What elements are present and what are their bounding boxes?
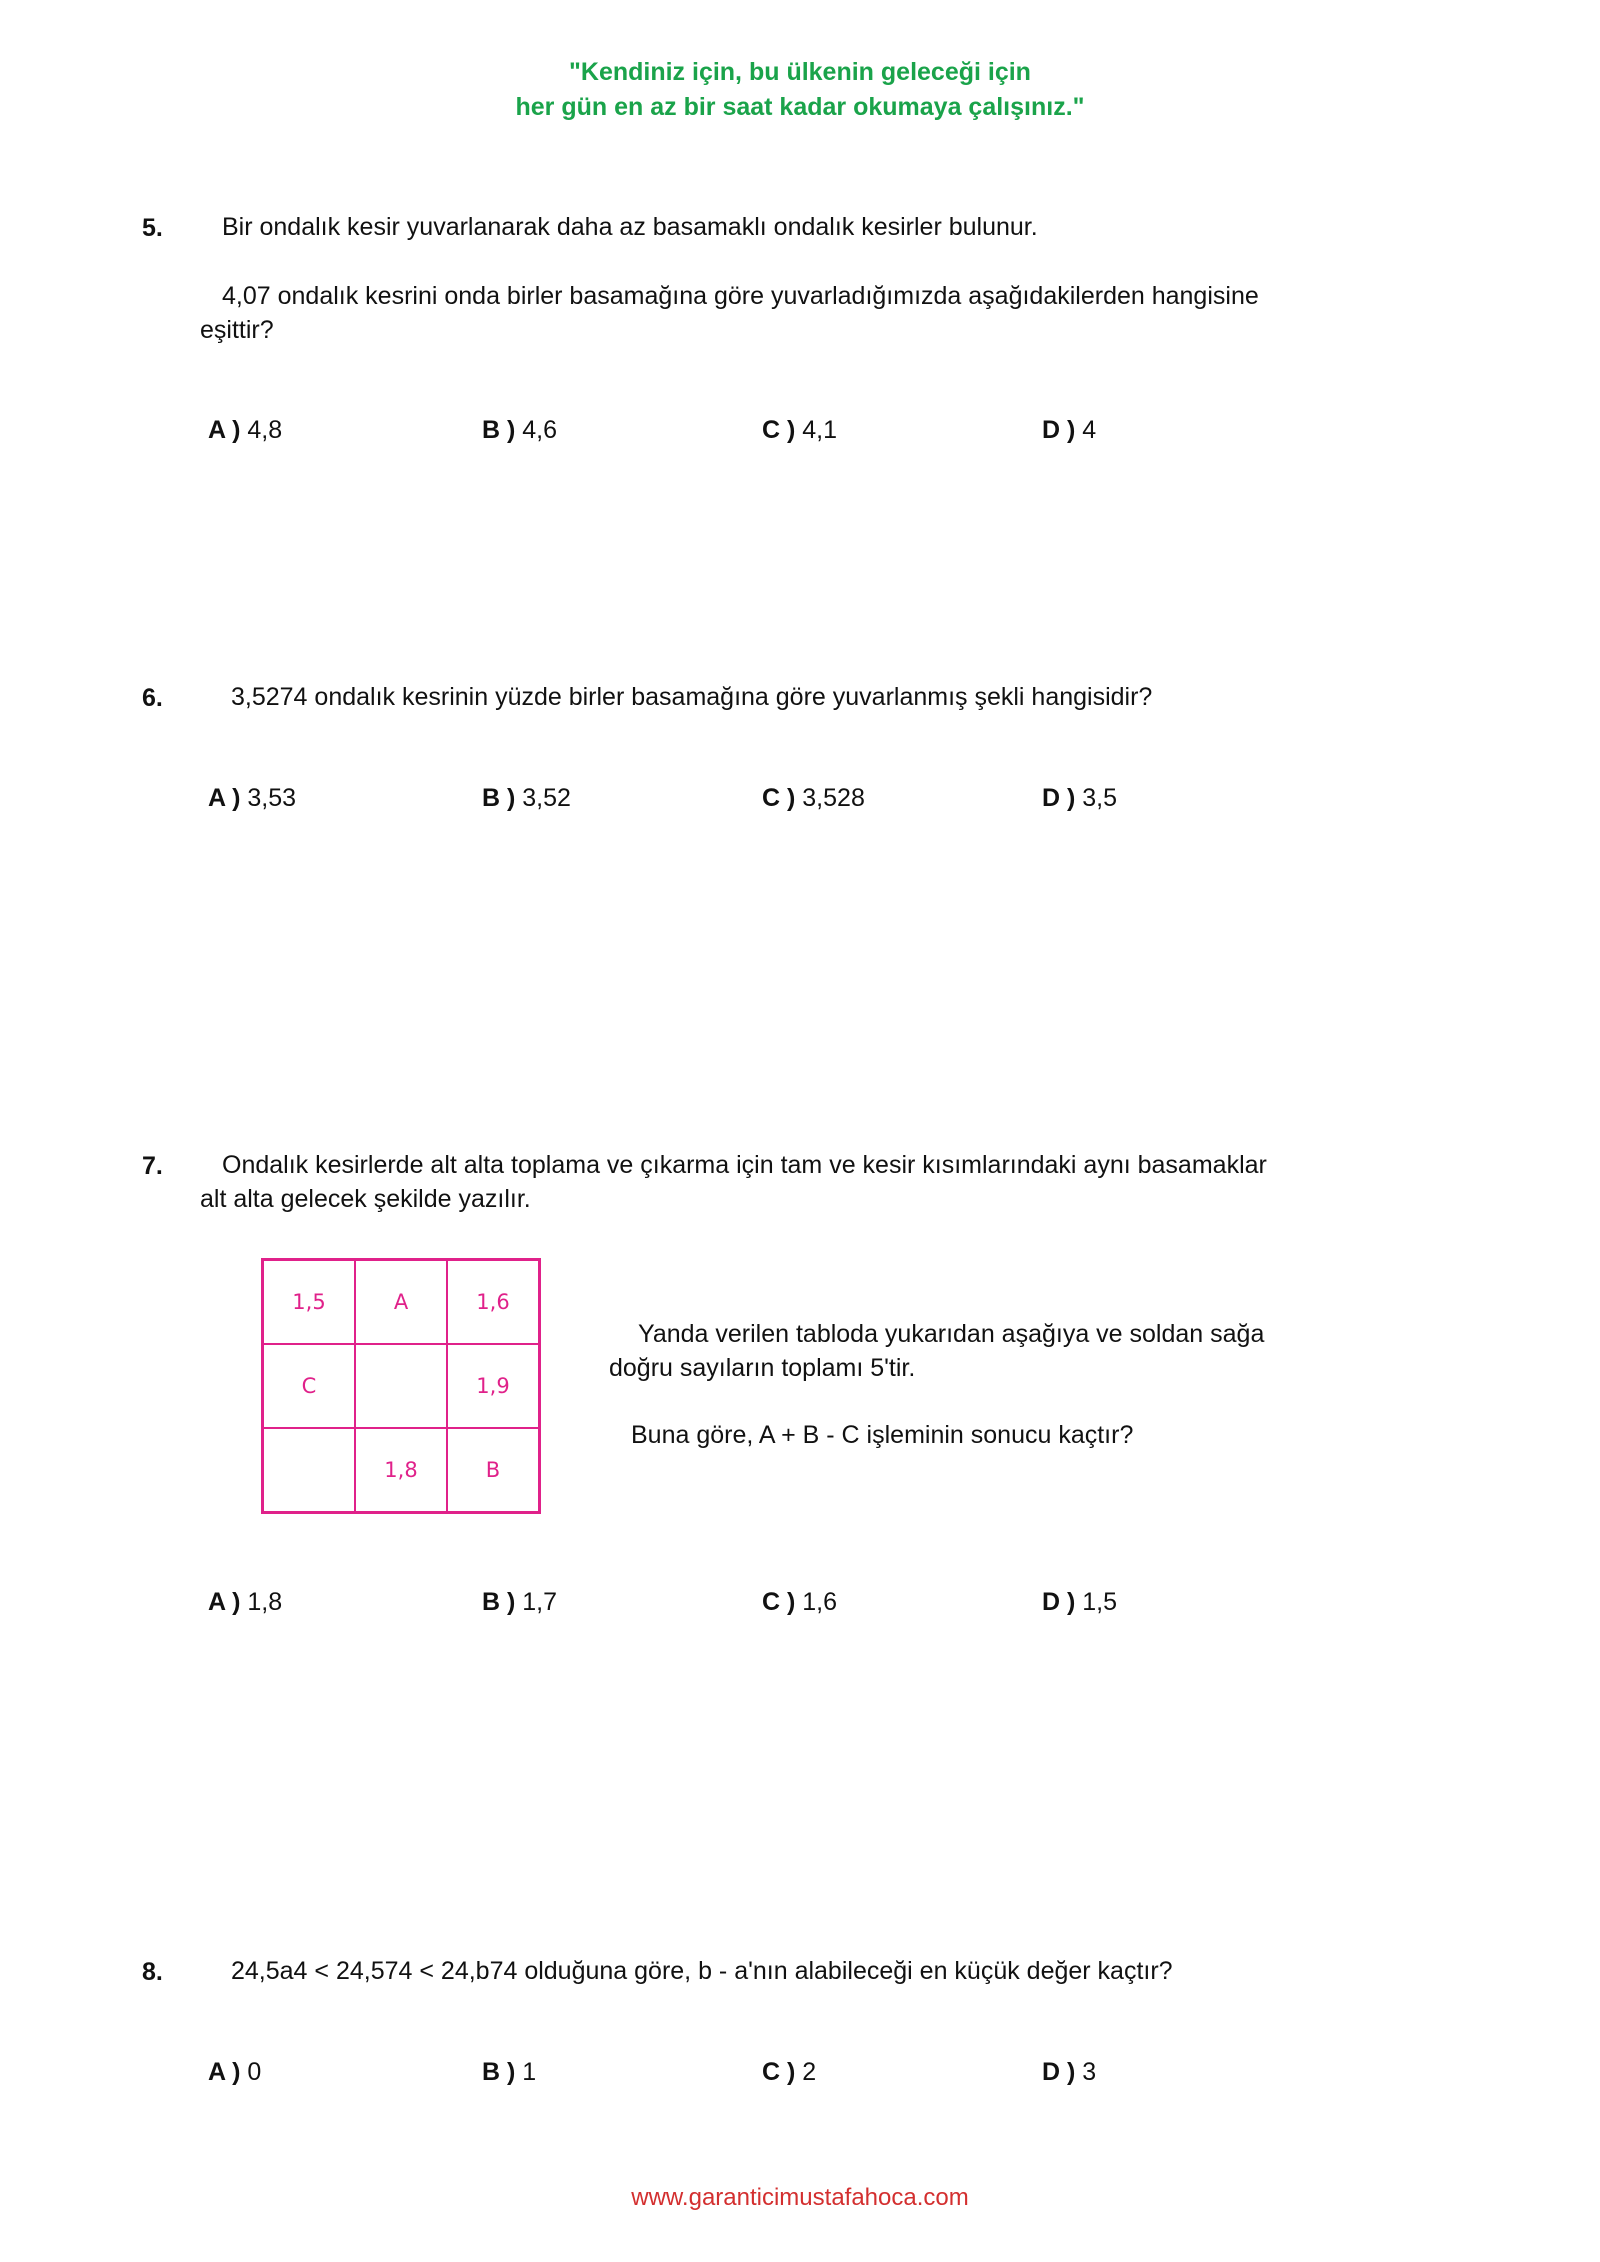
table-cell: B [447, 1428, 539, 1512]
question-6-option-a[interactable]: A ) 3,53 [208, 784, 297, 812]
question-7-option-a[interactable]: A ) 1,8 [208, 1588, 283, 1616]
question-7-intro-line-2: alt alta gelecek şekilde yazılır. [200, 1185, 531, 1213]
question-6-option-d[interactable]: D ) 3,5 [1042, 784, 1118, 812]
question-5-option-a[interactable]: A ) 4,8 [208, 416, 283, 444]
question-7-side-line-1: Yanda verilen tabloda yukarıdan aşağıya ve soldan sağa [638, 1320, 1265, 1348]
question-7-option-b[interactable]: B ) 1,7 [482, 1588, 558, 1616]
question-8-number: 8. [142, 1958, 163, 1986]
question-7-intro-line-1: Ondalık kesirlerde alt alta toplama ve çıkarma için tam ve kesir kısımlarındaki aynı basamaklar [222, 1151, 1267, 1179]
table-cell [355, 1344, 447, 1428]
question-7-side-line-2: doğru sayıların toplamı 5'tir. [609, 1354, 916, 1382]
question-6-option-c[interactable]: C ) 3,528 [762, 784, 865, 812]
question-7-option-d[interactable]: D ) 1,5 [1042, 1588, 1118, 1616]
question-5-text-line-1: 4,07 ondalık kesrini onda birler basamağına göre yuvarladığımızda aşağıdakilerden hangisine [222, 282, 1259, 310]
question-8-option-a[interactable]: A ) 0 [208, 2058, 262, 2086]
question-5-option-c[interactable]: C ) 4,1 [762, 416, 838, 444]
question-8-option-d[interactable]: D ) 3 [1042, 2058, 1097, 2086]
question-7-number: 7. [142, 1152, 163, 1180]
question-7-side-question: Buna göre, A + B - C işleminin sonucu kaçtır? [631, 1421, 1134, 1449]
question-6-number: 6. [142, 684, 163, 712]
question-5-number: 5. [142, 214, 163, 242]
table-cell: 1,8 [355, 1428, 447, 1512]
question-5-text-line-2: eşittir? [200, 316, 274, 344]
table-cell: C [263, 1344, 355, 1428]
question-8-option-c[interactable]: C ) 2 [762, 2058, 817, 2086]
table-cell: 1,9 [447, 1344, 539, 1428]
table-cell [263, 1428, 355, 1512]
question-8-option-b[interactable]: B ) 1 [482, 2058, 537, 2086]
question-5-option-d[interactable]: D ) 4 [1042, 416, 1097, 444]
table-cell: A [355, 1260, 447, 1344]
number-table [261, 1258, 541, 1514]
motto-line-1: "Kendiniz için, bu ülkenin geleceği için [569, 58, 1031, 86]
question-5-intro: Bir ondalık kesir yuvarlanarak daha az basamaklı ondalık kesirler bulunur. [222, 213, 1038, 241]
question-6-option-b[interactable]: B ) 3,52 [482, 784, 571, 812]
table-cell: 1,5 [263, 1260, 355, 1344]
table-cell: 1,6 [447, 1260, 539, 1344]
footer-website-link[interactable]: www.garanticimustafahoca.com [631, 2184, 969, 2211]
question-8-text: 24,5a4 < 24,574 < 24,b74 olduğuna göre, b - a'nın alabileceği en küçük değer kaçtır? [231, 1957, 1173, 1985]
question-6-text: 3,5274 ondalık kesrinin yüzde birler basamağına göre yuvarlanmış şekli hangisidir? [231, 683, 1153, 711]
question-7-option-c[interactable]: C ) 1,6 [762, 1588, 838, 1616]
motto-line-2: her gün en az bir saat kadar okumaya çalışınız." [515, 93, 1085, 121]
question-5-option-b[interactable]: B ) 4,6 [482, 416, 558, 444]
